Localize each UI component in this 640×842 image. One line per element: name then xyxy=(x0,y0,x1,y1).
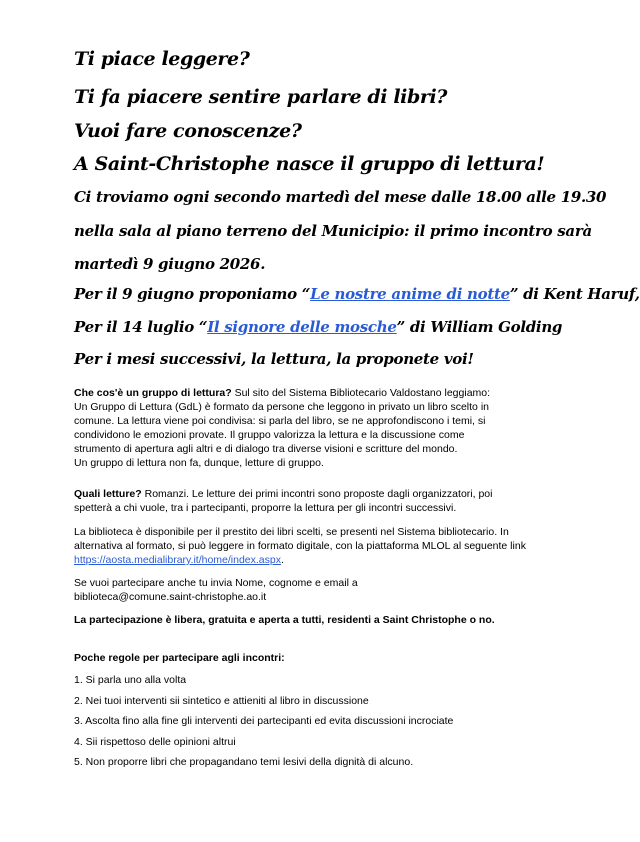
section-gdl-line: strumento di apertura agli altri e di dialogo tra diverse visioni e scritture del mondo. xyxy=(74,443,458,456)
section-partecipa xyxy=(74,576,534,604)
section-gdl-line: Un gruppo di lettura non fa, dunque, letture di gruppo. xyxy=(74,457,324,470)
proposal-july-prefix: Per il 14 luglio “ xyxy=(74,318,208,336)
headline-line-2: Ti fa piacere sentire parlare di libri? xyxy=(74,86,448,108)
announcement-line-2: nella sala al piano terreno del Municipio: il primo incontro sarà xyxy=(74,222,592,240)
section-gdl-line: condividono le emozioni provate. Il gruppo valorizza la lettura e la discussione come xyxy=(74,429,465,442)
announcement-line-1: Ci troviamo ogni secondo martedì del mese dalle 18.00 alle 19.30 xyxy=(74,188,607,206)
proposal-july xyxy=(74,318,562,336)
section-partecipa-line-1: Se vuoi partecipare anche tu invia Nome, cognome e email a xyxy=(74,577,358,589)
medialibrary-link[interactable]: https://aosta.medialibrary.it/home/index.aspx xyxy=(74,554,281,567)
section-gdl-title: Che cos'è un gruppo di lettura? xyxy=(74,387,232,399)
section-biblioteca-link-line xyxy=(74,553,534,567)
section-letture-line-2: spetterà a chi vuole, tra i partecipanti, proporre la lettura per gli incontri successivi. xyxy=(74,502,457,515)
rule-item: 1. Si parla uno alla volta xyxy=(74,674,187,686)
section-letture-first-line xyxy=(74,487,534,501)
section-gdl-line: Un Gruppo di Lettura (GdL) è formato da persone che leggono in privato un libro scelto in xyxy=(74,401,489,414)
proposal-june-suffix: ” di Kent Haruf, xyxy=(509,285,640,303)
book-link-le-nostre-anime-di-notte[interactable]: Le nostre anime di notte xyxy=(310,285,510,303)
headline-line-4: A Saint-Christophe nasce il gruppo di lettura! xyxy=(74,153,545,175)
section-quali-letture xyxy=(74,487,534,515)
medialibrary-link-suffix: . xyxy=(281,554,284,567)
rule-item: 3. Ascolta fino alla fine gli interventi dei partecipanti ed evita discussioni incrociate xyxy=(74,715,454,727)
headline-line-1: Ti piace leggere? xyxy=(74,48,250,70)
section-letture-line-1: Romanzi. Le letture dei primi incontri sono proposte dagli organizzatori, poi xyxy=(141,488,493,500)
rule-item: 5. Non proporre libri che propagandano temi lesivi della dignità di alcuno. xyxy=(74,756,414,768)
section-letture-title: Quali letture? xyxy=(74,488,142,500)
rules-title: Poche regole per partecipare agli incontri: xyxy=(74,652,285,664)
section-biblioteca-line-1: La biblioteca è disponibile per il prestito dei libri scelti, se presenti nel Sistema bibliotecario. In xyxy=(74,526,509,538)
headline-line-3: Vuoi fare conoscenze? xyxy=(74,120,302,142)
announcement-line-3: martedì 9 giugno 2026. xyxy=(74,255,266,273)
section-biblioteca xyxy=(74,525,534,567)
section-gdl-line: comune. La lettura viene poi condivisa: si parla del libro, se ne approfondiscono i temi, si xyxy=(74,415,486,428)
contact-email[interactable]: biblioteca@comune.saint-christophe.ao.it xyxy=(74,591,267,604)
section-gruppo-di-lettura xyxy=(74,386,534,471)
proposal-june xyxy=(74,285,640,303)
participation-statement: La partecipazione è libera, gratuita e aperta a tutti, residenti a Saint Christophe o no. xyxy=(74,614,495,626)
rule-item: 2. Nei tuoi interventi sii sintetico e attieniti al libro in discussione xyxy=(74,695,369,707)
book-link-il-signore-delle-mosche[interactable]: Il signore delle mosche xyxy=(207,318,397,336)
rule-item: 4. Sii rispettoso delle opinioni altrui xyxy=(74,736,236,748)
section-biblioteca-line-2: alternativa al formato, si può leggere in formato digitale, con la piattaforma MLOL al seguente link xyxy=(74,540,526,553)
section-gdl-intro: Sul sito del Sistema Bibliotecario Valdostano leggiamo: xyxy=(231,387,491,399)
proposal-june-prefix: Per il 9 giugno proponiamo “ xyxy=(74,285,311,303)
announcement-last-line: Per i mesi successivi, la lettura, la proponete voi! xyxy=(74,350,474,368)
proposal-july-suffix: ” di William Golding xyxy=(396,318,563,336)
section-gdl-first-line xyxy=(74,386,534,400)
